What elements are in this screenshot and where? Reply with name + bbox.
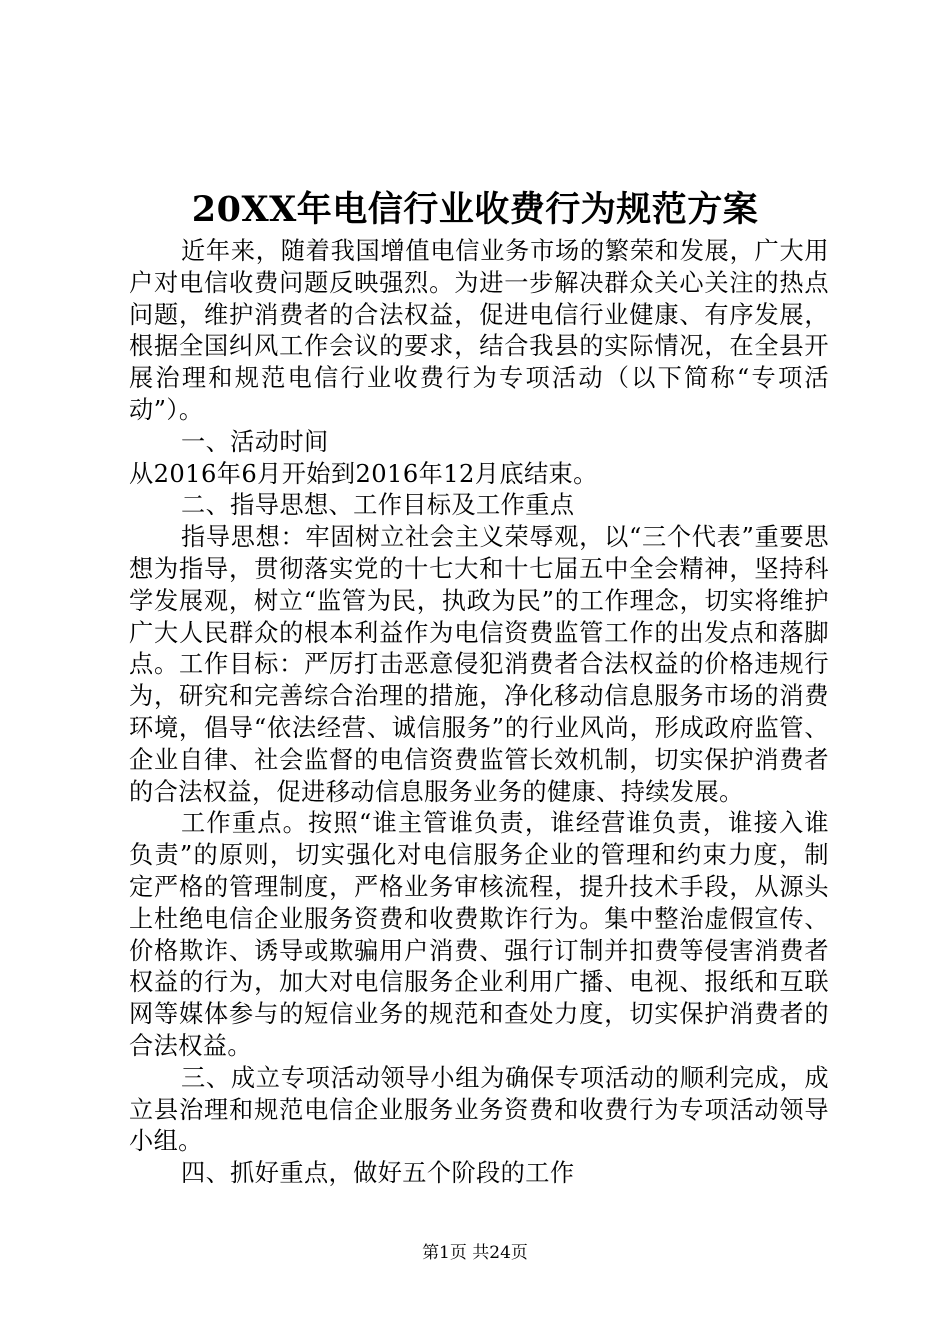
document-body <box>129 236 829 1190</box>
heading-five-stages: 四、抓好重点，做好五个阶段的工作 <box>181 1159 575 1188</box>
paragraph-work-focus: 工作重点。按照“谁主管谁负责，谁经营谁负责，谁接入谁负责”的原则，切实强化对电信服务企业的管理和约束力度，制定严格的管理制度，严格业务审核流程，提升技术手段，从源头上杜绝电信企业服务资费和收费欺诈行为。集中整治虚假宣传、价格欺诈、诱导或欺骗用户消费、强行订制并扣费等侵害消费者权益的行为，加大对电信服务企业利用广播、电视、报纸和互联网等媒体参与的短信业务的规范和查处力度，切实保护消费者的合法权益。 <box>129 809 829 1060</box>
page-footer: 第1页 共24页 <box>422 1243 528 1263</box>
paragraph-guiding-ideas: 指导思想：牢固树立社会主义荣辱观，以“三个代表”重要思想为指导，贯彻落实党的十七大和十七届五中全会精神，坚持科学发展观，树立“监管为民，执政为民”的工作理念，切实将维护广大人民群众的根本利益作为电信资费监管工作的出发点和落脚点。工作目标：严厉打击恶意侵犯消费者合法权益的价格违规行为，研究和完善综合治理的措施，净化移动信息服务市场的消费环境，倡导“依法经营、诚信服务”的行业风尚，形成政府监管、企业自律、社会监督的电信资费监管长效机制，切实保护消费者的合法权益，促进移动信息服务业务的健康、持续发展。 <box>129 523 829 806</box>
heading-activity-time: 一、活动时间 <box>181 427 329 456</box>
document-title: 20XX年电信行业收费行为规范方案 <box>191 189 759 230</box>
paragraph-activity-time: 从2016年6月开始到2016年12月底结束。 <box>129 459 598 488</box>
paragraph-leading-group: 三、成立专项活动领导小组为确保专项活动的顺利完成，成立县治理和规范电信企业服务业务资费和收费行为专项活动领导小组。 <box>129 1063 829 1156</box>
paragraph-intro: 近年来，随着我国增值电信业务市场的繁荣和发展，广大用户对电信收费问题反映强烈。为进一步解决群众关心关注的热点问题，维护消费者的合法权益，促进电信行业健康、有序发展，根据全国纠风工作会议的要求，结合我县的实际情况，在全县开展治理和规范电信行业收费行为专项活动（以下简称“专项活动”）。 <box>129 237 829 424</box>
heading-guiding-ideas: 二、指导思想、工作目标及工作重点 <box>181 491 575 520</box>
